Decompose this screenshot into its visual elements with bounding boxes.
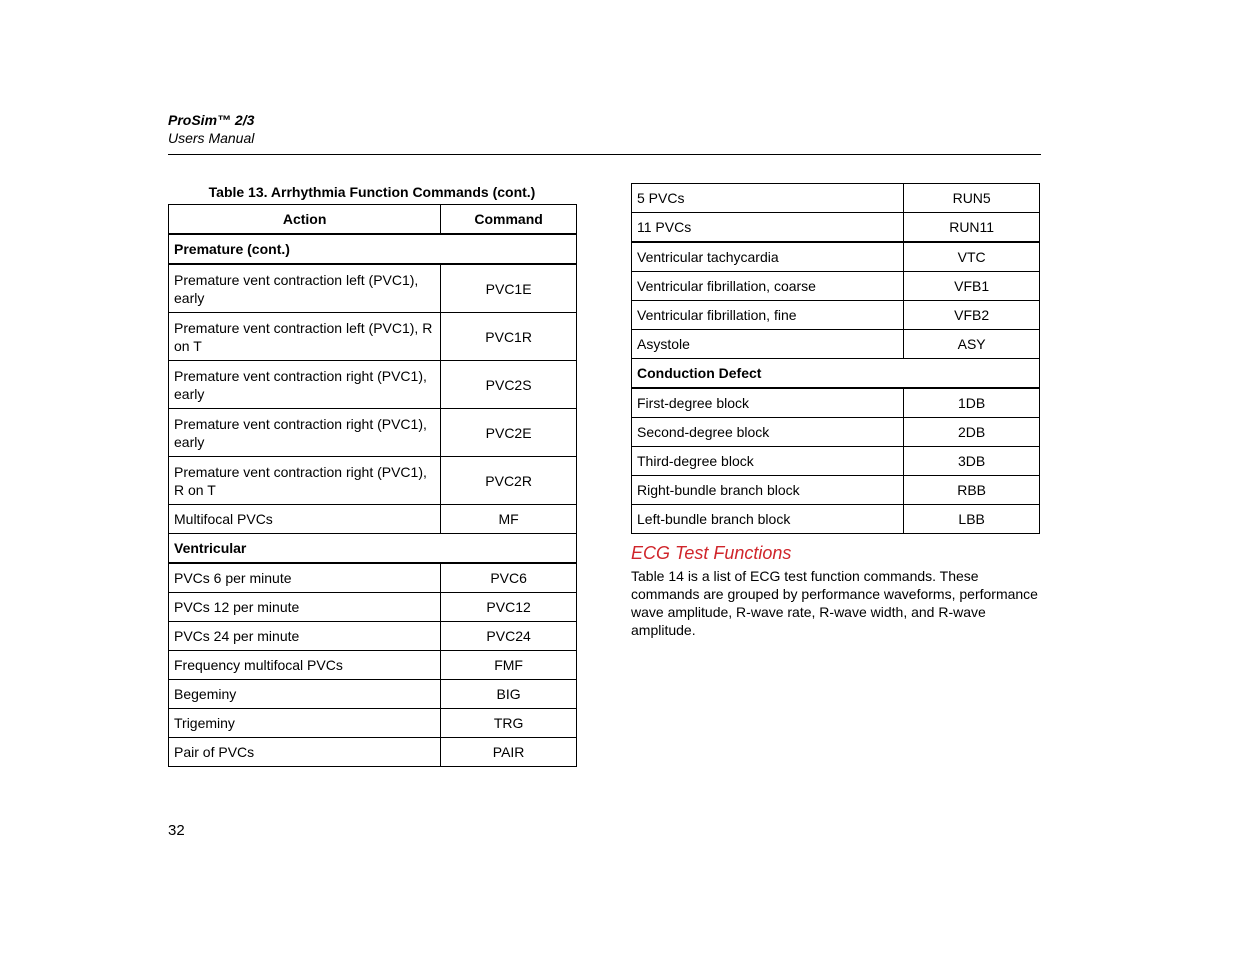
table-row: [632, 242, 1040, 272]
table-row: [169, 651, 577, 680]
column-header-action: Action: [169, 205, 441, 235]
table-row: [169, 361, 577, 409]
action-cell: Begeminy: [169, 680, 441, 709]
command-cell: PVC2S: [441, 361, 577, 409]
action-cell: Third-degree block: [632, 447, 904, 476]
command-cell: PVC2R: [441, 457, 577, 505]
table-row: [169, 593, 577, 622]
command-cell: BIG: [441, 680, 577, 709]
table-row: [169, 313, 577, 361]
table-caption: Table 13. Arrhythmia Function Commands (cont.): [208, 184, 536, 200]
action-cell: 5 PVCs: [632, 184, 904, 213]
action-cell: Ventricular tachycardia: [632, 242, 904, 272]
table-row: [632, 388, 1040, 418]
table-row: [169, 409, 577, 457]
table-row: [169, 622, 577, 651]
action-cell: Trigeminy: [169, 709, 441, 738]
action-cell: First-degree block: [632, 388, 904, 418]
table-row: [169, 563, 577, 593]
action-cell: Premature vent contraction left (PVC1), R on T: [169, 313, 441, 361]
command-cell: FMF: [441, 651, 577, 680]
action-cell: Premature vent contraction right (PVC1), R on T: [169, 457, 441, 505]
table-row: [632, 184, 1040, 213]
product-name: ProSim™ 2/3: [168, 112, 255, 128]
command-cell: 3DB: [904, 447, 1040, 476]
action-cell: Ventricular fibrillation, fine: [632, 301, 904, 330]
action-cell: Right-bundle branch block: [632, 476, 904, 505]
action-cell: Premature vent contraction left (PVC1), early: [169, 264, 441, 313]
action-cell: PVCs 6 per minute: [169, 563, 441, 593]
ecg-section-body: Table 14 is a list of ECG test function commands. These commands are grouped by performance waveforms, performance wave amplitude, R-wave rate, R-wave width, and R-wave amplitude.: [631, 568, 1038, 638]
arrhythmia-commands-table-continued: [631, 183, 1040, 534]
action-cell: PVCs 12 per minute: [169, 593, 441, 622]
command-cell: PVC24: [441, 622, 577, 651]
column-header-command: Command: [441, 205, 577, 235]
command-cell: 1DB: [904, 388, 1040, 418]
table-row: [632, 476, 1040, 505]
command-cell: PVC6: [441, 563, 577, 593]
command-cell: VTC: [904, 242, 1040, 272]
section-title-premature: Premature (cont.): [169, 234, 577, 264]
command-cell: PVC1R: [441, 313, 577, 361]
table-row: [632, 447, 1040, 476]
action-cell: Frequency multifocal PVCs: [169, 651, 441, 680]
command-cell: ASY: [904, 330, 1040, 359]
action-cell: Multifocal PVCs: [169, 505, 441, 534]
command-cell: TRG: [441, 709, 577, 738]
arrhythmia-commands-table: [168, 204, 577, 767]
table-row: [632, 213, 1040, 243]
page-number: 32: [168, 822, 185, 839]
command-cell: VFB1: [904, 272, 1040, 301]
action-cell: Ventricular fibrillation, coarse: [632, 272, 904, 301]
command-cell: RUN5: [904, 184, 1040, 213]
table-row: [632, 272, 1040, 301]
command-cell: RBB: [904, 476, 1040, 505]
action-cell: Second-degree block: [632, 418, 904, 447]
table-row: [632, 301, 1040, 330]
command-cell: PVC2E: [441, 409, 577, 457]
action-cell: Pair of PVCs: [169, 738, 441, 767]
table-row: [632, 418, 1040, 447]
command-cell: RUN11: [904, 213, 1040, 243]
header-divider: [168, 154, 1041, 155]
section-title-conduction-defect: Conduction Defect: [632, 359, 1040, 389]
command-cell: LBB: [904, 505, 1040, 534]
action-cell: Premature vent contraction right (PVC1), early: [169, 409, 441, 457]
action-cell: Asystole: [632, 330, 904, 359]
command-cell: VFB2: [904, 301, 1040, 330]
table-row: [169, 680, 577, 709]
action-cell: 11 PVCs: [632, 213, 904, 243]
table-row: [632, 505, 1040, 534]
page-header: [168, 111, 1041, 147]
command-cell: PVC12: [441, 593, 577, 622]
table-row: [169, 264, 577, 313]
section-title-ventricular: Ventricular: [169, 534, 577, 564]
command-cell: PVC1E: [441, 264, 577, 313]
table-row: [169, 505, 577, 534]
ecg-section-heading: ECG Test Functions: [631, 543, 792, 563]
action-cell: PVCs 24 per minute: [169, 622, 441, 651]
command-cell: PAIR: [441, 738, 577, 767]
table-row: [169, 457, 577, 505]
action-cell: Premature vent contraction right (PVC1), early: [169, 361, 441, 409]
table-row: [169, 709, 577, 738]
manual-subtitle: Users Manual: [168, 130, 255, 146]
command-cell: MF: [441, 505, 577, 534]
table-row: [169, 738, 577, 767]
action-cell: Left-bundle branch block: [632, 505, 904, 534]
table-row: [632, 330, 1040, 359]
command-cell: 2DB: [904, 418, 1040, 447]
